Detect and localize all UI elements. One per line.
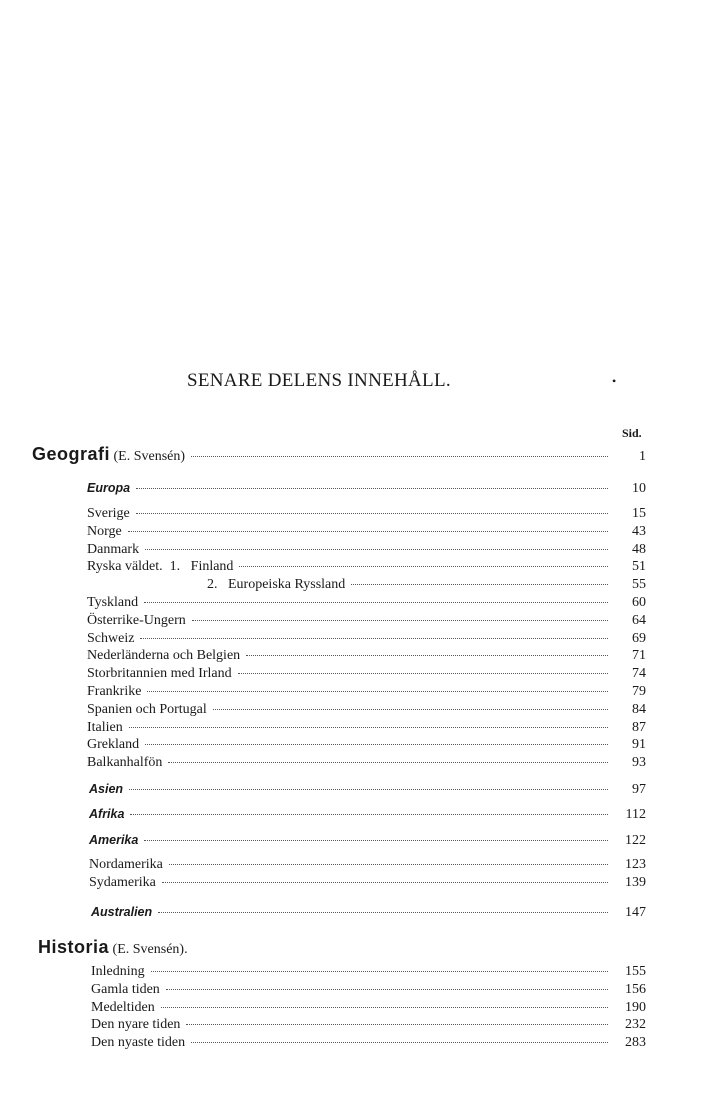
entry-text: Inledning [91, 964, 145, 979]
dot-leader [351, 584, 608, 585]
entry-label [91, 1000, 155, 1016]
toc-entry-asien[interactable] [89, 781, 646, 799]
section-title: Historia [38, 937, 110, 957]
page-number: 51 [632, 559, 646, 575]
section-author: (E. Svensén). [112, 942, 188, 957]
page-number: 232 [625, 1017, 646, 1033]
dot-leader [166, 989, 608, 990]
entry-text: Schweiz [87, 630, 135, 646]
page-number: 112 [625, 807, 646, 822]
page-number: 283 [625, 1035, 646, 1051]
entry-label [87, 542, 139, 558]
entry-label: Australien [91, 905, 153, 919]
page-number: 60 [632, 595, 646, 610]
page-number: 91 [632, 737, 646, 753]
dot-leader [136, 488, 608, 489]
entry-label [91, 1035, 185, 1051]
entry-label [89, 875, 156, 891]
entry-text: Danmark [87, 541, 140, 557]
entry-text: Spanien och Portugal [87, 701, 207, 717]
entry-label [87, 631, 134, 647]
page-number: 84 [632, 701, 646, 717]
toc-entry[interactable] [87, 755, 646, 773]
dot-leader [130, 814, 608, 815]
page-number: 10 [632, 481, 646, 496]
page-title: SENARE DELENS INNEHÅLL. [187, 370, 451, 391]
entry-label [87, 666, 232, 682]
page-number: 69 [632, 630, 646, 646]
page-number: 48 [632, 541, 646, 557]
entry-label [87, 559, 233, 575]
dot-leader [158, 912, 608, 913]
toc-entry[interactable] [87, 506, 646, 524]
entry-number: 1. [169, 559, 181, 575]
entry-label [87, 648, 240, 664]
entry-text: Storbritannien med Irland [87, 666, 232, 682]
entry-label: Amerika [89, 833, 139, 847]
entry-number: 2. [207, 577, 218, 593]
page-number: 74 [632, 666, 646, 682]
dot-leader [162, 882, 608, 883]
dot-leader [144, 840, 608, 841]
toc-entry[interactable] [87, 631, 646, 649]
toc-entry[interactable] [87, 720, 646, 738]
entry-label [91, 982, 160, 998]
dot-leader [129, 727, 608, 728]
dot-leader [191, 456, 608, 457]
toc-entry[interactable] [87, 542, 646, 560]
entry-text: Gamla tiden [91, 981, 160, 997]
entry-label [87, 720, 123, 736]
dot-leader [246, 655, 608, 656]
page-number: 15 [632, 506, 646, 521]
entry-prefix: Ryska väldet. [87, 559, 163, 575]
dot-leader [145, 549, 608, 550]
page-number: 97 [632, 782, 646, 797]
entry-label [87, 613, 186, 629]
entry-label [87, 755, 162, 771]
entry-text: Sydamerika [89, 875, 156, 890]
entry-text: Nordamerika [89, 857, 163, 872]
dot-leader [239, 566, 608, 567]
bullet-mark: • [612, 374, 617, 388]
entry-text: Frankrike [87, 684, 142, 699]
dot-leader [147, 691, 608, 692]
entry-label [89, 857, 163, 873]
toc-entry[interactable] [87, 559, 646, 577]
dot-leader [144, 602, 608, 603]
toc-entry[interactable] [87, 702, 646, 720]
dot-leader [145, 744, 608, 745]
toc-entry[interactable] [91, 1000, 646, 1018]
page-number: 123 [625, 857, 646, 872]
entry-label: Afrika [89, 807, 125, 821]
entry-text: Nederländerna och Belgien [87, 648, 241, 664]
page-number: 155 [625, 964, 646, 979]
dot-leader [169, 864, 608, 865]
dot-leader [186, 1024, 608, 1025]
page-number: 122 [625, 833, 646, 848]
entry-text: Balkanhalfön [87, 755, 163, 771]
toc-entry[interactable] [89, 857, 646, 875]
toc-entry[interactable] [87, 684, 646, 702]
toc-entry[interactable] [87, 613, 646, 631]
toc-entry[interactable] [87, 648, 646, 666]
entry-label [91, 964, 145, 980]
dot-leader [136, 513, 608, 514]
toc-entry-europa[interactable] [87, 480, 646, 498]
toc-section-historia[interactable] [38, 939, 438, 961]
toc-entry[interactable] [87, 737, 646, 755]
toc-entry[interactable] [89, 875, 646, 893]
section-title: Geografi [32, 444, 111, 464]
dot-leader [168, 762, 608, 763]
toc-entry[interactable] [91, 964, 646, 982]
page-number: 87 [632, 719, 646, 735]
dot-leader [191, 1042, 608, 1043]
entry-text: Sverige [87, 506, 130, 521]
page-number: 55 [632, 577, 646, 593]
entry-text: Den nyare tiden [91, 1017, 181, 1033]
page-column-header: Sid. [622, 426, 642, 440]
entry-text: Italien [87, 719, 123, 735]
page-number: 64 [632, 612, 646, 628]
page-number: 156 [625, 981, 646, 997]
entry-label [87, 595, 138, 611]
page-number: 93 [632, 755, 646, 771]
entry-label [207, 577, 345, 593]
toc-entry[interactable] [91, 982, 646, 1000]
entry-text: Tyskland [87, 595, 139, 610]
dot-leader [151, 971, 608, 972]
toc-entry-afrika[interactable] [89, 806, 646, 824]
page-number: 43 [632, 523, 646, 539]
dot-leader [140, 638, 608, 639]
entry-text: Grekland [87, 737, 140, 753]
page-number: 1 [639, 449, 646, 464]
page-number: 147 [625, 905, 646, 920]
entry-label [87, 684, 141, 700]
entry-text: Medeltiden [91, 999, 155, 1015]
toc-entry[interactable] [87, 666, 646, 684]
page-number: 139 [625, 875, 646, 890]
entry-label [87, 702, 207, 718]
toc-entry[interactable] [87, 524, 646, 542]
page-number: 71 [632, 648, 646, 664]
toc-entry[interactable] [91, 1035, 646, 1053]
toc-entry[interactable] [87, 595, 646, 613]
entry-text: Finland [190, 559, 234, 575]
dot-leader [129, 789, 608, 790]
entry-label: Asien [89, 782, 124, 796]
entry-label [87, 506, 130, 522]
entry-label [91, 1017, 180, 1033]
entry-label: Europa [87, 481, 131, 495]
dot-leader [213, 709, 608, 710]
section-author: (E. Svensén) [113, 449, 186, 464]
entry-text: Österrike-Ungern [87, 612, 186, 628]
toc-entry[interactable] [207, 577, 646, 595]
dot-leader [192, 620, 608, 621]
dot-leader [238, 673, 608, 674]
dot-leader [161, 1007, 608, 1008]
page-number: 79 [632, 684, 646, 699]
toc-entry-australien[interactable] [91, 904, 646, 922]
toc-entry-amerika[interactable] [89, 832, 646, 850]
entry-label [87, 737, 139, 753]
dot-leader [128, 531, 608, 532]
entry-label [87, 524, 122, 540]
entry-text: Norge [87, 523, 122, 539]
entry-text: Europeiska Ryssland [228, 577, 346, 593]
page-number: 190 [625, 999, 646, 1015]
entry-text: Den nyaste tiden [91, 1035, 186, 1051]
toc-entry[interactable] [91, 1017, 646, 1035]
toc-section-geografi[interactable] [32, 446, 646, 468]
